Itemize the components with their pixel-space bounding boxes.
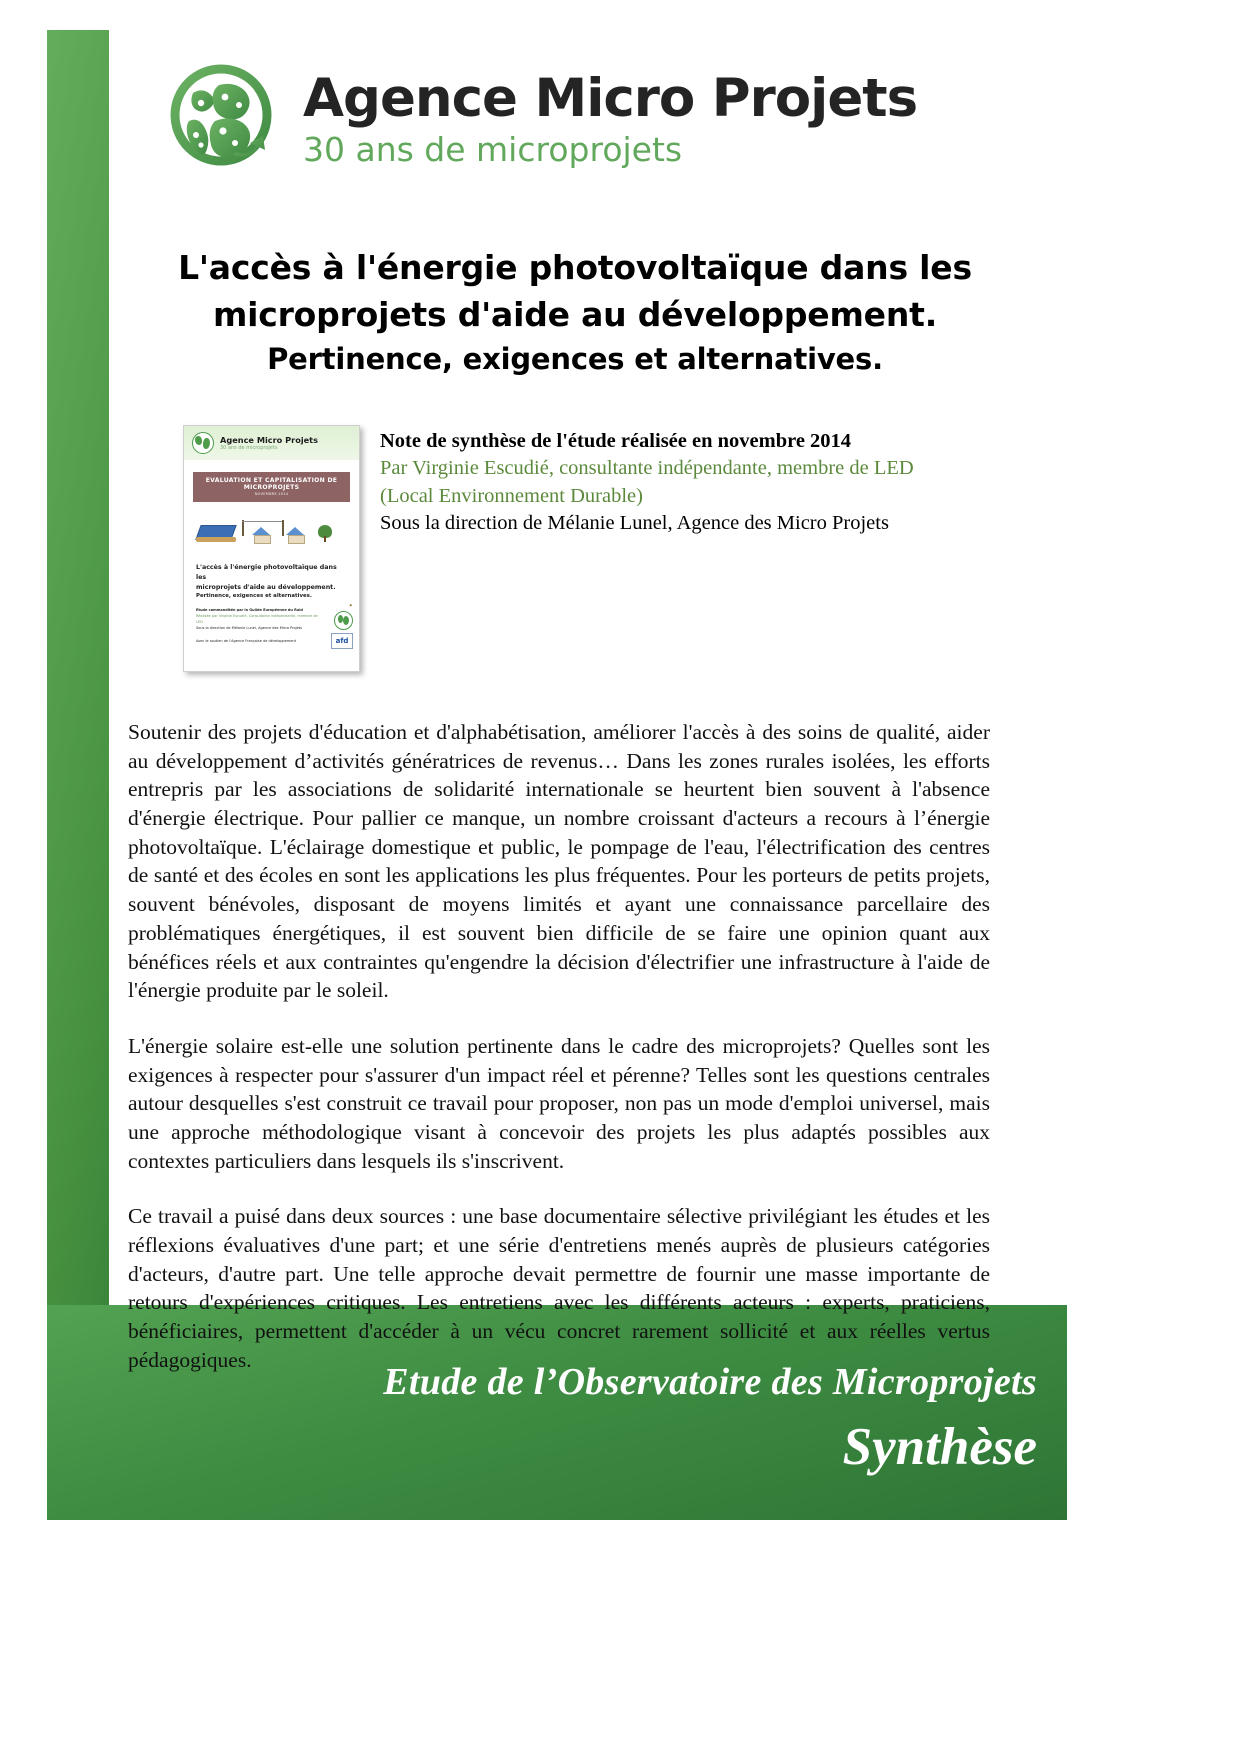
cover-partner-logos [329, 603, 353, 649]
amp-logo-icon [334, 611, 353, 630]
globe-icon [163, 59, 285, 181]
left-green-bar [47, 30, 109, 1520]
cover-footnote-line-3: Sous la direction de Mélanie Lunel, Agence des Micro Projets [196, 626, 303, 631]
body-content [128, 718, 990, 1374]
meta-direction-line: Sous la direction de Mélanie Lunel, Agence des Micro Projets [380, 511, 889, 534]
house-roof-icon [252, 527, 270, 535]
house-body-icon [288, 535, 305, 544]
cover-brand-tagline: 30 ans de microprojets [220, 445, 278, 451]
cover-illustration [194, 507, 349, 549]
report-cover-thumbnail [183, 425, 360, 672]
cover-title-line-3: Pertinence, exigences et alternatives. [196, 593, 312, 600]
meta-note-line: Note de synthèse de l'étude réalisée en novembre 2014 [380, 430, 852, 452]
cover-title-line-1: L'accès à l'énergie photovoltaïque dans les [196, 564, 337, 581]
footer-line-2: Synthèse [842, 1417, 1037, 1476]
title-line-2: microprojets d'aide au développement. [212, 294, 938, 334]
house-roof-icon [286, 527, 304, 535]
cover-band-text: EVALUATION ET CAPITALISATION DE MICROPROJETS [205, 477, 338, 491]
cover-title [196, 563, 347, 601]
cover-band-date: NOVEMBRE 2014 [254, 492, 289, 496]
tree-trunk [324, 536, 326, 542]
paragraph-2: L'énergie solaire est-elle une solution pertinente dans le cadre des microprojets? Quelles sont les exigences à respecter pour s'assurer d'un impact réel et pérenne? Telles sont les questions centrales autour desquelles s'est construit ce travail pour proposer, non pas un mode d'emploi universel, mais une approche méthodologique visant à concevoir des projets les plus adaptés possibles aux contextes particuliers dans lesquels ils s'inscrivent. [128, 1033, 990, 1173]
meta-author-line: Par Virginie Escudié, consultante indépendante, membre de LED [380, 457, 914, 480]
cover-brand-name: Agence Micro Projets [220, 435, 318, 445]
power-line [242, 521, 284, 522]
cover-header [184, 426, 359, 460]
study-metadata [380, 428, 940, 537]
cover-globe-icon [192, 432, 214, 454]
cover-title-line-2: microprojets d'aide au développement. [196, 583, 336, 591]
cover-footnote-line-4: Avec le soutien de l'Agence Française de développement [196, 639, 296, 644]
cover-footnote-line-2: Réalisée par Virginie Escudié, Consultante indépendante, membre de LED [196, 614, 318, 625]
paragraph-1: Soutenir des projets d'éducation et d'alphabétisation, améliorer l'accès à des soins de qualité, aider au développement d’activités génératrices de revenus… Dans les zones rurales isolées, les efforts entrepris par les associations de solidarité internationale se heurtent bien souvent à l'absence d'énergie électrique. Pour pallier ce manque, un nombre croissant d'acteurs a recours à l’énergie photovoltaïque. L'éclairage domestique et public, le pompage de l'eau, l'électrification des centres de santé et des écoles en sont les applications les plus fréquentes. Pour les porteurs de petits projets, souvent bénévoles, disposant de moyens limités et ayant une connaissance parcellaire des problématiques énergétiques, il est souvent bien difficile de se faire une opinion quant aux bénéfices réels et aux contraintes qu'engendre la décision d'électrifier une infrastructure à l'aide de l'énergie produite par le soleil. [128, 720, 990, 1003]
title-line-3: Pertinence, exigences et alternatives. [267, 341, 883, 376]
brand-header [163, 45, 918, 195]
house-body-icon [254, 535, 271, 544]
footer-banner-text [200, 1360, 1050, 1480]
afd-logo-icon: afd [331, 633, 353, 649]
brand-tagline: 30 ans de microprojets [303, 129, 683, 169]
utility-pole-icon [242, 520, 244, 536]
ground-shape [196, 537, 236, 542]
brand-name: Agence Micro Projets [303, 67, 918, 129]
cover-footnote [196, 608, 322, 645]
paragraph-3: Ce travail a puisé dans deux sources : une base documentaire sélective privilégiant les études et les réflexions évaluatives d'une part; et une série d'entretiens menés auprès de plusieurs catégories d'acteurs, d'autre part. Une telle approche devait permettre de fournir une masse importante de retours d'expériences critiques. Les entretiens avec les différents acteurs : experts, praticiens, bénéficiaires, permettent d'accéder à un vécu concret rarement sollicité et aux réelles vertus pédagogiques. [128, 1204, 990, 1372]
utility-pole-icon [282, 520, 284, 536]
meta-author-org-line: (Local Environnement Durable) [380, 484, 643, 507]
title-line-1: L'accès à l'énergie photovoltaïque dans les [178, 248, 972, 287]
guilde-logo-icon: ✦ [348, 603, 353, 609]
footer-line-1: Etude de l’Observatoire des Microprojets [383, 1361, 1037, 1403]
cover-band [193, 472, 350, 502]
page-title [175, 245, 975, 380]
cover-footnote-line-1: Etude commanditée par la Guilde Européenne du Raid [196, 608, 303, 613]
